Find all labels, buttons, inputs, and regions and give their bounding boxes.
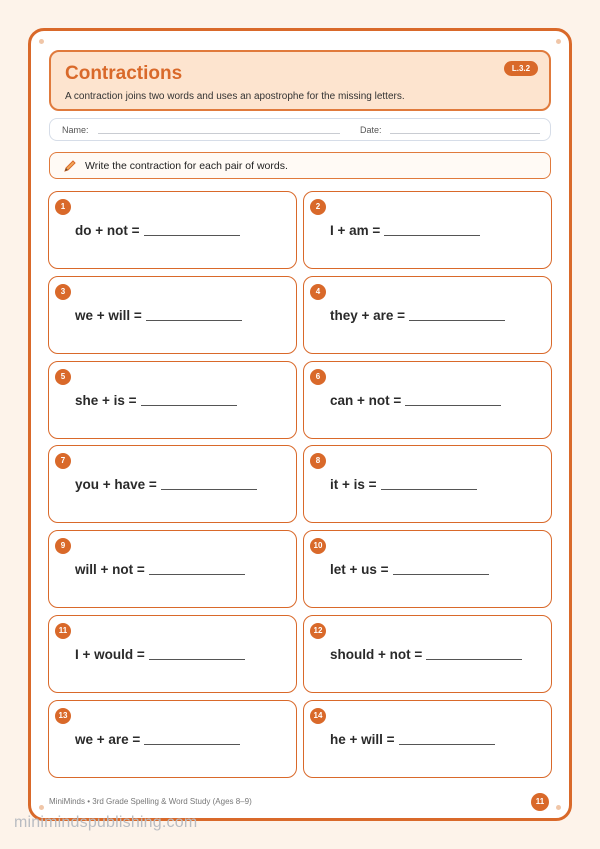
problem-prompt — [75, 562, 245, 577]
problem-card — [303, 615, 552, 693]
worksheet-page — [28, 28, 572, 821]
problem-prompt — [75, 477, 257, 492]
problem-text: I + would = — [75, 647, 145, 662]
header-box — [49, 50, 551, 111]
problem-card — [48, 615, 297, 693]
date-label: Date: — [360, 125, 382, 135]
problem-number-badge: 8 — [310, 453, 326, 469]
problem-card — [48, 276, 297, 354]
problem-text: he + will = — [330, 731, 395, 747]
page-title: Contractions — [65, 63, 183, 84]
corner-dot — [556, 39, 561, 44]
answer-blank[interactable] — [426, 659, 522, 660]
problem-card — [303, 445, 552, 523]
problem-card — [48, 191, 297, 269]
problem-prompt — [75, 732, 240, 747]
problem-prompt — [75, 647, 245, 662]
problem-text: do + not = — [75, 223, 140, 238]
problem-text: can + not = — [330, 392, 402, 408]
page-number: 11 — [531, 793, 549, 811]
problem-number-badge: 2 — [310, 199, 326, 215]
problem-number-badge: 3 — [55, 284, 71, 300]
instructions-text: Write the contraction for each pair of words. — [85, 160, 288, 172]
name-field[interactable] — [98, 133, 340, 134]
problem-text: she + is = — [75, 392, 137, 408]
problem-text: should + not = — [330, 647, 423, 662]
problem-number-badge: 11 — [55, 623, 71, 639]
problem-number-badge: 6 — [310, 369, 326, 385]
standard-badge: L.3.2 — [504, 61, 538, 76]
answer-blank[interactable] — [405, 405, 501, 406]
corner-dot — [39, 39, 44, 44]
answer-blank[interactable] — [149, 574, 245, 575]
answer-blank[interactable] — [144, 235, 240, 236]
problem-card — [303, 700, 552, 778]
footer-text: MiniMinds • 3rd Grade Spelling & Word Study (Ages 8–9) — [49, 797, 252, 806]
problem-prompt — [75, 393, 237, 408]
problem-text: you + have = — [75, 477, 157, 493]
problem-text: they + are = — [330, 307, 406, 323]
problem-number-badge: 12 — [310, 623, 326, 639]
problem-number-badge: 1 — [55, 199, 71, 215]
problem-prompt — [330, 223, 480, 238]
problem-number-badge: 4 — [310, 284, 326, 300]
answer-blank[interactable] — [393, 574, 489, 575]
problem-card — [48, 700, 297, 778]
problem-text: it + is = — [330, 477, 377, 493]
problem-text: we + are = — [75, 731, 141, 747]
date-field[interactable] — [390, 133, 540, 134]
problem-number-badge: 9 — [55, 538, 71, 554]
pencil-icon — [62, 158, 78, 174]
problem-prompt — [330, 562, 489, 577]
corner-dot — [39, 805, 44, 810]
answer-blank[interactable] — [146, 320, 242, 321]
problem-card — [303, 530, 552, 608]
problem-number-badge: 5 — [55, 369, 71, 385]
problem-text: let + us = — [330, 562, 389, 578]
answer-blank[interactable] — [141, 405, 237, 406]
problem-number-badge: 7 — [55, 453, 71, 469]
problem-card — [48, 361, 297, 439]
answer-blank[interactable] — [384, 235, 480, 236]
problem-prompt — [75, 308, 242, 323]
problem-card — [303, 361, 552, 439]
problem-card — [303, 276, 552, 354]
watermark: minimindspublishing.com — [14, 814, 198, 831]
name-label: Name: — [62, 125, 89, 135]
answer-blank[interactable] — [144, 744, 240, 745]
problem-number-badge: 13 — [55, 708, 71, 724]
answer-blank[interactable] — [399, 744, 495, 745]
answer-blank[interactable] — [161, 489, 257, 490]
name-date-bar — [49, 118, 551, 141]
answer-blank[interactable] — [149, 659, 245, 660]
problem-card — [48, 445, 297, 523]
problem-prompt — [330, 393, 501, 408]
instructions-box — [49, 152, 551, 179]
problem-prompt — [75, 223, 240, 238]
problem-card — [303, 191, 552, 269]
problem-text: we + will = — [75, 307, 142, 323]
problem-number-badge: 14 — [310, 708, 326, 724]
problem-prompt — [330, 732, 495, 747]
page-subtitle: A contraction joins two words and uses an apostrophe for the missing letters. — [65, 91, 405, 102]
problem-prompt — [330, 308, 505, 323]
corner-dot — [556, 805, 561, 810]
problem-prompt — [330, 477, 477, 492]
problem-prompt — [330, 647, 522, 662]
problem-text: will + not = — [75, 562, 145, 578]
answer-blank[interactable] — [381, 489, 477, 490]
problem-text: I + am = — [330, 223, 381, 238]
problem-card — [48, 530, 297, 608]
answer-blank[interactable] — [409, 320, 505, 321]
problem-number-badge: 10 — [310, 538, 326, 554]
